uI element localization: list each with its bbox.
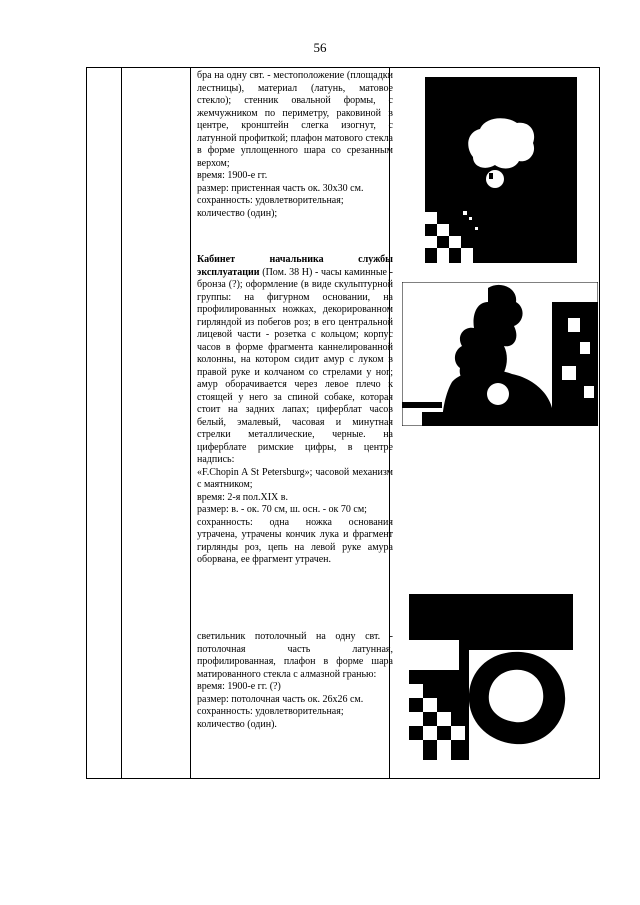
entry-size: размер: в. - ок. 70 см, ш. осн. - ок 70 см; xyxy=(197,504,367,515)
entry-quantity: количество (один). xyxy=(197,718,277,730)
mantel-clock-photo xyxy=(402,282,598,426)
column-divider xyxy=(121,68,122,778)
ceiling-lamp-photo xyxy=(409,594,573,760)
entry-text: Кабинет начальника службы эксплуатации (Пом. 38 Н) - часы каминные - бронза (?); оформление (в виде скульптурной группы: на фигурном основании, на профилированных ножках, декорированном гирляндой из побегов роз; в его центральной лицевой части - розетка с кольцом; корпус часов в форме фрагмента каннелированной колонны, на котором сидит амур с луком в правой руке и колчаном со стрелами у ног; амур оборачивается через левое плечо к стоящей у него за спиной собаке, которая стоит на задних лапах; циферблат часов белый, эмалевый, часовая и минутная стрелки металлические, черные. на циферблате римские цифры, в центре надпись: xyxy=(197,254,393,465)
entry-size: размер: пристенная часть ок. 30х30 см. xyxy=(197,182,364,194)
column-divider xyxy=(190,68,191,778)
entry-inscription: «F.Chopin A St Petersburg»; часовой механизм с маятником; xyxy=(197,466,393,490)
entry-text: бра на одну свт. - местоположение (площадки лестницы), материал (латунь, матовое стекло); стенник овальной формы, с жемчужником по периметру, раковиной в центре, кронштейн слегка изогнут, с латунной профиткой; плафон матового стекла в форме уплощенного шара со срезанным верхом; xyxy=(197,70,393,169)
entry-date: время: 2-я пол.XIX в. xyxy=(197,491,289,503)
entry-quantity: количество (один); xyxy=(197,207,278,219)
entry-condition: сохранность: удовлетворительная; xyxy=(197,195,344,206)
entry-condition: сохранность: удовлетворительная; xyxy=(197,706,344,717)
entry-date: время: 1900-е гг. (?) xyxy=(197,681,281,692)
entry-wall-lamp xyxy=(197,70,393,220)
entry-condition: сохранность: одна ножка основания утрачена, утрачены кончик лука и фрагмент гирлянды роз, цепь на левой руке амура оборвана, ее фрагмент утрачен. xyxy=(197,516,393,565)
entry-date: время: 1900-е гг. xyxy=(197,170,268,181)
entry-mantel-clock xyxy=(197,254,393,567)
entry-size: размер: потолочная часть ок. 26х26 см. xyxy=(197,693,364,705)
entry-ceiling-lamp xyxy=(197,631,393,731)
entry-text: светильник потолочный на одну свт. - потолочная часть латунная, профилированная, плафон в форме шара матированного стекла с алмазной гранью: xyxy=(197,631,393,680)
page-number: 56 xyxy=(313,40,327,55)
room-heading: Кабинет начальника службы эксплуатации xyxy=(197,254,393,278)
wall-lamp-photo xyxy=(425,77,577,263)
